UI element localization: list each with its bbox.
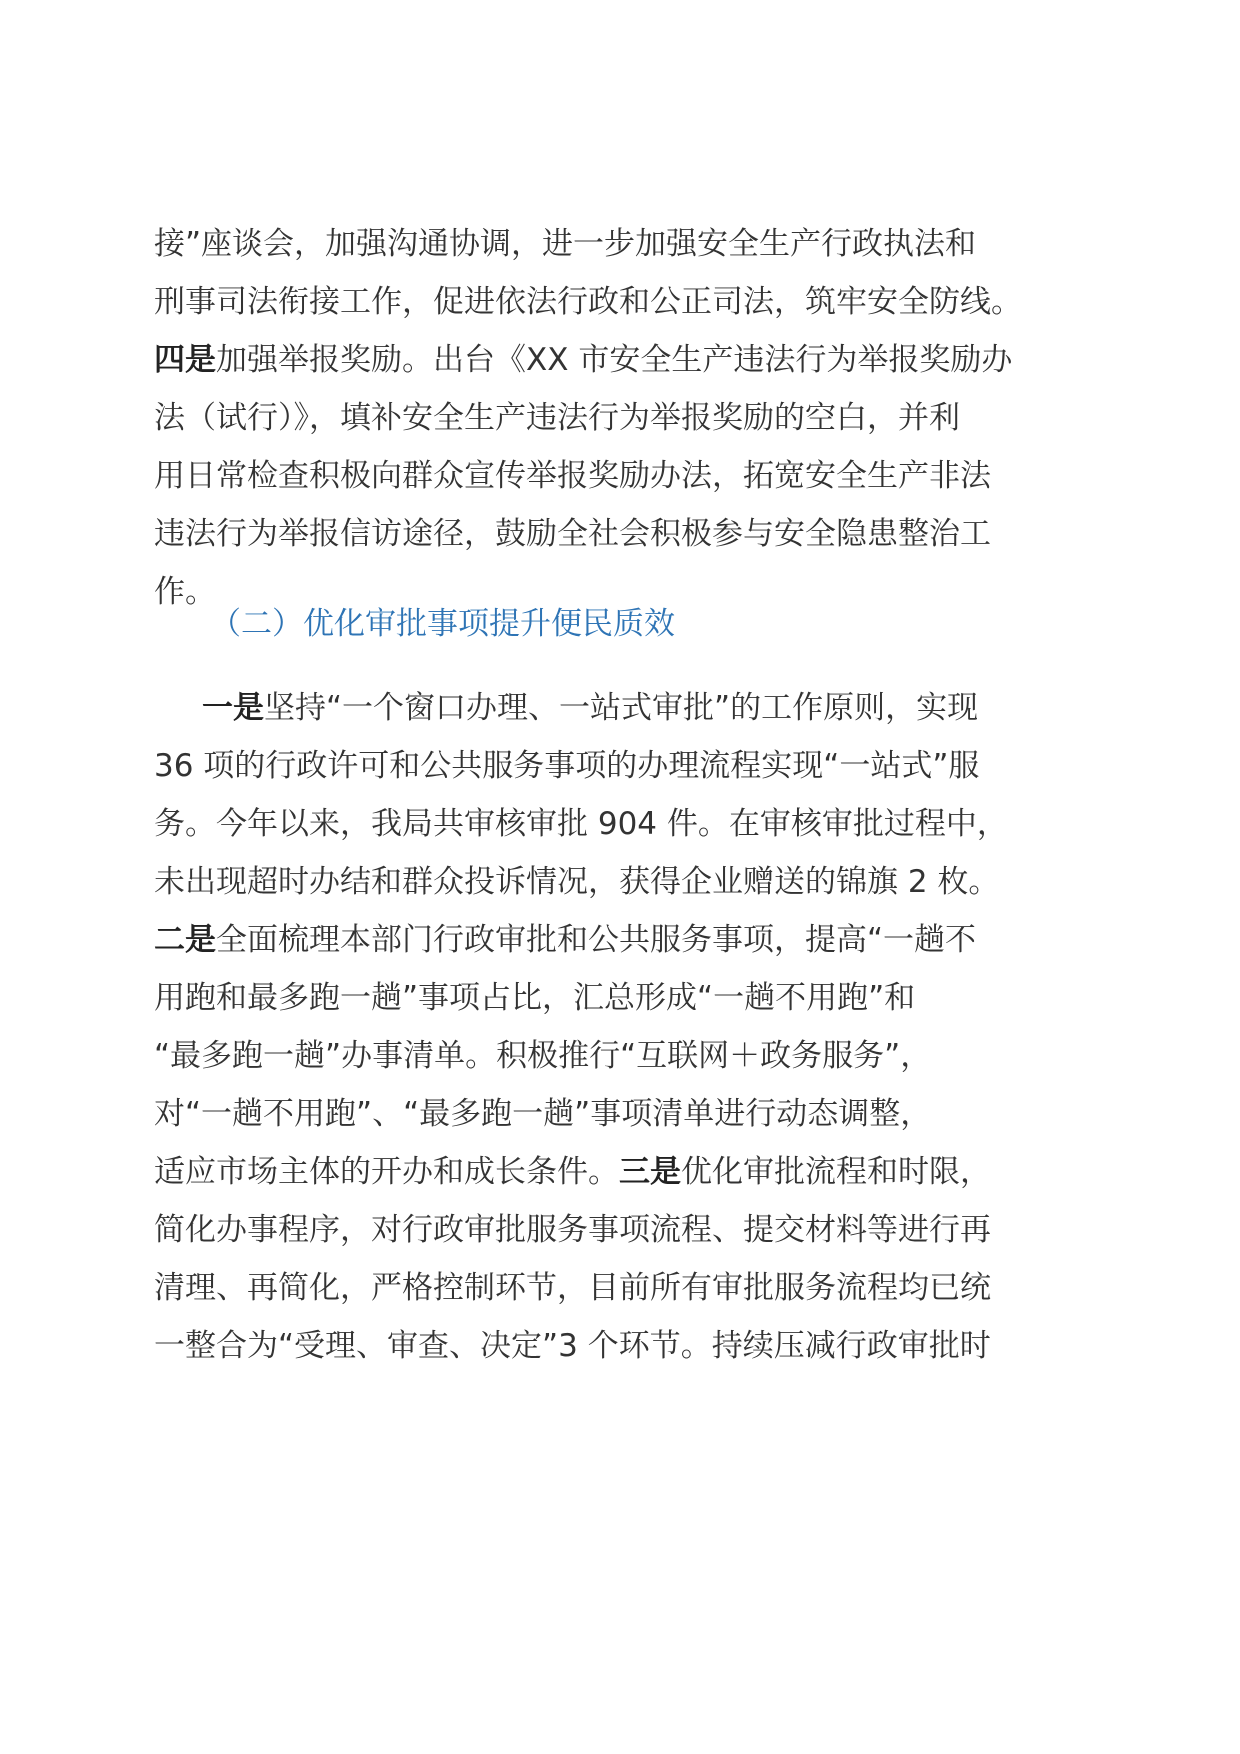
- bold-lead-text: 三是: [619, 1154, 681, 1190]
- body-text: 全面梳理本部门行政审批和公共服务事项，提高“一趟不: [216, 922, 977, 958]
- body-text: 坚持“一个窗口办理、一站式审批”的工作原则，实现: [264, 690, 979, 726]
- text-line: [154, 566, 216, 618]
- body-text: 用跑和最多跑一趟”事项占比，汇总形成“一趟不用跑”和: [154, 980, 916, 1016]
- body-text: 未出现超时办结和群众投诉情况，获得企业赠送的锦旗 2 枚。: [154, 864, 1000, 900]
- body-text: 用日常检查积极向群众宣传举报奖励办法，拓宽安全生产非法: [154, 458, 991, 494]
- text-line: [154, 1030, 931, 1082]
- body-text: 刑事司法衔接工作，促进依法行政和公正司法，筑牢安全防线。: [154, 284, 1022, 320]
- bold-lead-text: 四是: [154, 342, 216, 378]
- text-line: [154, 972, 915, 1024]
- text-line: [154, 508, 991, 560]
- text-line: [154, 1320, 991, 1372]
- text-line: [154, 856, 999, 908]
- section-heading: （二）优化审批事项提升便民质效: [210, 606, 675, 642]
- bold-lead-text: 二是: [154, 922, 216, 958]
- body-text: 对“一趟不用跑”、“最多跑一趟”事项清单进行动态调整，: [154, 1096, 932, 1132]
- body-text: 法（试行）》，填补安全生产违法行为举报奖励的空白，并利: [154, 400, 960, 436]
- text-line: [154, 1204, 991, 1256]
- bold-lead-text: 一是: [202, 690, 264, 726]
- body-text: 简化办事程序，对行政审批服务事项流程、提交材料等进行再: [154, 1212, 991, 1248]
- text-line: [154, 740, 979, 792]
- body-text: 作。: [154, 574, 216, 610]
- text-line: [202, 682, 978, 734]
- body-text: 优化审批流程和时限，: [681, 1154, 991, 1190]
- text-line: [154, 392, 960, 444]
- body-text: 接”座谈会，加强沟通协调，进一步加强安全生产行政执法和: [154, 226, 977, 262]
- body-text: “最多跑一趟”办事清单。积极推行“互联网＋政务服务”，: [154, 1038, 932, 1074]
- body-text: 适应市场主体的开办和成长条件。: [154, 1154, 619, 1190]
- text-line: [154, 914, 976, 966]
- text-line: [154, 450, 991, 502]
- body-text: 一整合为“受理、审查、决定”3 个环节。持续压减行政审批时: [154, 1328, 991, 1364]
- body-text: 违法行为举报信访途径，鼓励全社会积极参与安全隐患整治工: [154, 516, 991, 552]
- body-text: 清理、再简化，严格控制环节，目前所有审批服务流程均已统: [154, 1270, 991, 1306]
- text-line: [154, 1088, 931, 1140]
- body-text: 加强举报奖励。出台《XX 市安全生产违法行为举报奖励办: [216, 342, 1013, 378]
- body-text: 36 项的行政许可和公共服务事项的办理流程实现“一站式”服: [154, 748, 980, 784]
- text-line: [154, 334, 1012, 386]
- text-line: [154, 1146, 991, 1198]
- text-line: [154, 798, 1008, 850]
- text-line: [154, 276, 1022, 328]
- body-text: 务。今年以来，我局共审核审批 904 件。在审核审批过程中，: [154, 806, 1008, 842]
- text-line: [154, 218, 976, 270]
- text-line: [154, 1262, 991, 1314]
